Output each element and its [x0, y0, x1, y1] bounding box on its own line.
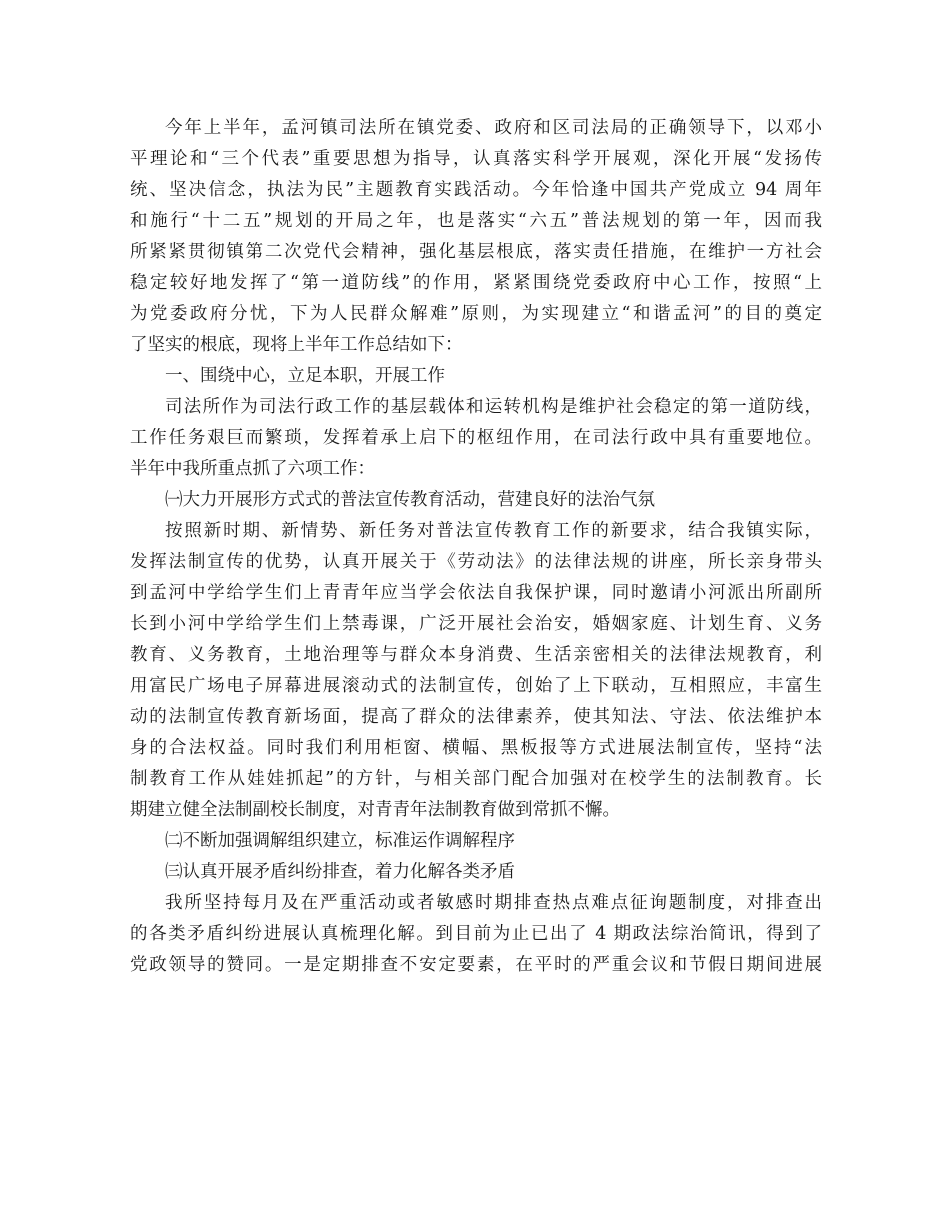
text-line: 今年上半年，孟河镇司法所在镇党委、政府和区司法局的正确领导下，以邓小	[165, 118, 822, 138]
text-line: 身的合法权益。同时我们利用柜窗、横幅、黑板报等方式进展法制宣传，坚持“法	[130, 738, 822, 758]
text-line: 制教育工作从娃娃抓起”的方针，与相关部门配合加强对在校学生的法制教育。长	[130, 769, 822, 789]
text-line: 动的法制宣传教育新场面，提高了群众的法律素养，使其知法、守法、依法维护本	[130, 707, 822, 727]
text-line: 按照新时期、新情势、新任务对普法宣传教育工作的新要求，结合我镇实际，	[165, 521, 822, 541]
text-line: 到孟河中学给学生们上青青年应当学会依法自我保护课，同时邀请小河派出所副所	[130, 583, 822, 603]
text-line: 为党委政府分忧，下为人民群众解难”原则，为实现建立“和谐孟河”的目的奠定	[130, 304, 822, 324]
text-line: 稳定较好地发挥了“第一道防线”的作用，紧紧围绕党委政府中心工作，按照“上	[130, 273, 822, 293]
text-line: 期建立健全法制副校长制度，对青青年法制教育做到常抓不懈。	[130, 800, 620, 820]
text-line: 统、坚决信念，执法为民”主题教育实践活动。今年恰逢中国共产党成立 94 周年	[130, 180, 822, 200]
text-line: ㈡不断加强调解组织建立，标准运作调解程序	[165, 831, 515, 851]
text-line: 了坚实的根底，现将上半年工作总结如下：	[130, 335, 463, 355]
text-line: 我所坚持每月及在严重活动或者敏感时期排查热点难点征询题制度，对排查出	[165, 893, 822, 913]
text-line: 党政领导的赞同。一是定期排查不安定要素，在平时的严重会议和节假日期间进展	[130, 955, 822, 975]
text-line: 工作任务艰巨而繁琐，发挥着承上启下的枢纽作用，在司法行政中具有重要地位。	[130, 428, 822, 448]
text-line: 用富民广场电子屏幕进展滚动式的法制宣传，创始了上下联动，互相照应，丰富生	[130, 676, 822, 696]
text-line: 教育、义务教育，土地治理等与群众本身消费、生活亲密相关的法律法规教育，利	[130, 645, 822, 665]
document-page	[130, 113, 822, 981]
text-line: 长到小河中学给学生们上禁毒课，广泛开展社会治安，婚姻家庭、计划生育、义务	[130, 614, 822, 634]
text-line: 发挥法制宣传的优势，认真开展关于《劳动法》的法律法规的讲座，所长亲身带头	[130, 552, 822, 572]
text-line: 半年中我所重点抓了六项工作：	[130, 459, 375, 479]
text-line: 的各类矛盾纠纷进展认真梳理化解。到目前为止已出了 4 期政法综治简讯，得到了	[130, 924, 822, 944]
text-line: 和施行“十二五”规划的开局之年，也是落实“六五”普法规划的第一年，因而我	[130, 211, 822, 231]
text-line: 司法所作为司法行政工作的基层载体和运转机构是维护社会稳定的第一道防线，	[165, 397, 822, 417]
text-line: 所紧紧贯彻镇第二次党代会精神，强化基层根底，落实责任措施，在维护一方社会	[130, 242, 822, 262]
text-line: 平理论和“三个代表”重要思想为指导，认真落实科学开展观，深化开展“发扬传	[130, 149, 822, 169]
text-line: ㈠大力开展形方式式的普法宣传教育活动，营建良好的法治气氛	[165, 490, 655, 510]
text-line: ㈢认真开展矛盾纠纷排查，着力化解各类矛盾	[165, 862, 515, 882]
text-line: 一、围绕中心，立足本职，开展工作	[165, 366, 445, 386]
